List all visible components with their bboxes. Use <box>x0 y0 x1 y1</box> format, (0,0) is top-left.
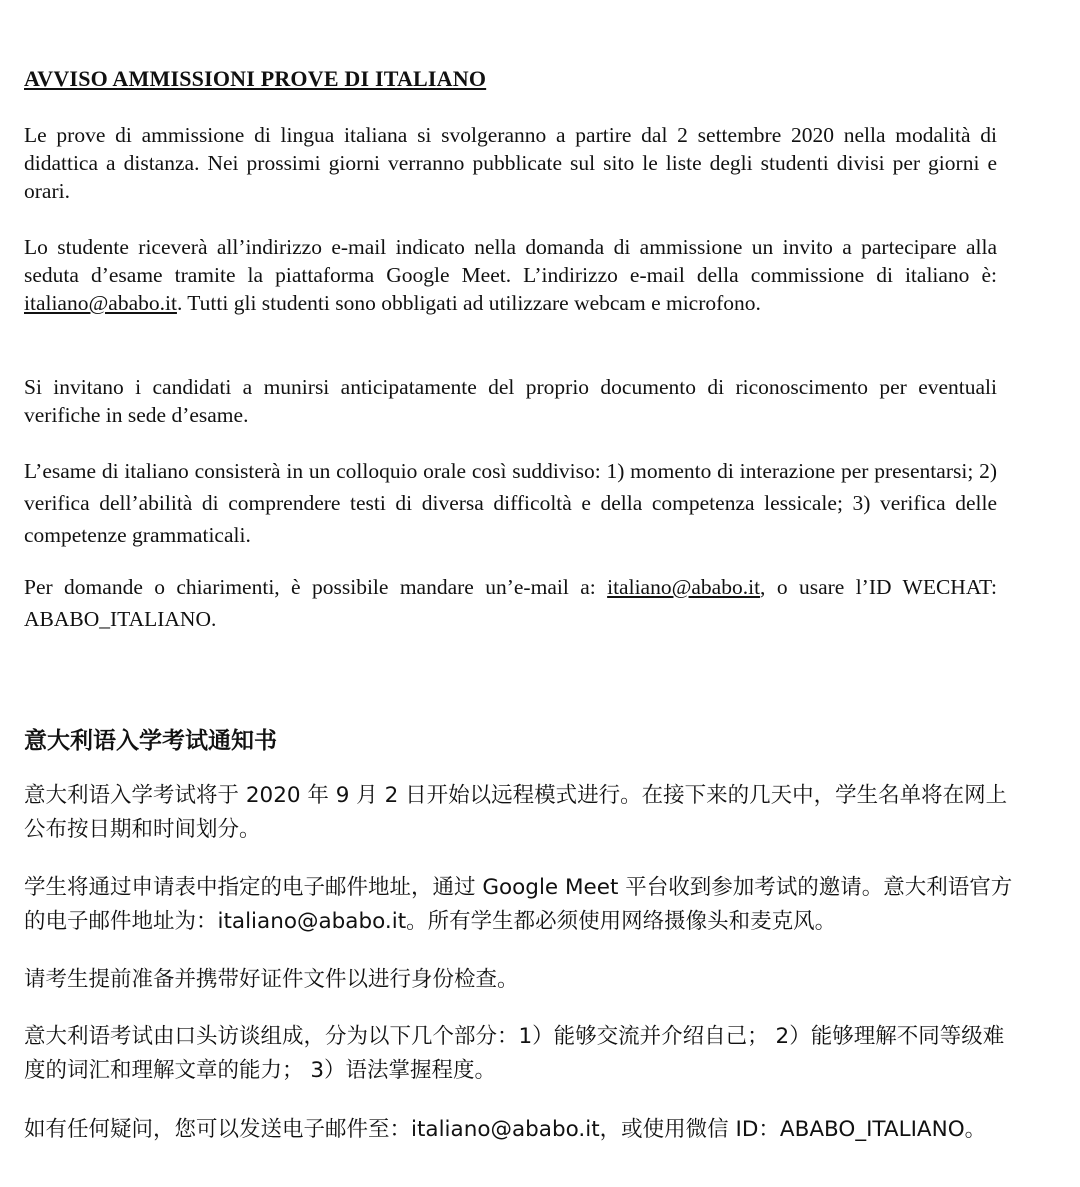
italian-paragraph-contact-text: Per domande o chiarimenti, è possibile mandare un’e-mail a: <box>24 575 608 599</box>
italian-paragraph-invitation <box>24 233 997 317</box>
commission-email-link[interactable]: italiano@ababo.it <box>24 291 177 315</box>
italian-paragraph-invitation-text: Lo studente riceverà all’indirizzo e-mail indicato nella domanda di ammissione un invito a partecipare alla seduta d’esame tramite la piattaforma Google Meet. L’indirizzo e-mail della commissione di italiano è: <box>24 235 997 287</box>
italian-notice-title: AVVISO AMMISSIONI PROVE DI ITALIANO <box>24 66 487 91</box>
chinese-paragraph-invitation: 学生将通过申请表中指定的电子邮件地址，通过 Google Meet 平台收到参加考试的邀请。意大利语官方的电子邮件地址为：italiano@ababo.it。所有学生都必须使用网络摄像头和麦克风。 <box>24 875 1013 934</box>
contact-email-link[interactable]: italiano@ababo.it <box>607 575 761 599</box>
chinese-paragraph-contact: 如有任何疑问，您可以发送电子邮件至：italiano@ababo.it，或使用微信 ID：ABABO_ITALIANO。 <box>24 1117 987 1142</box>
chinese-paragraph-exam-structure: 意大利语考试由口头访谈组成，分为以下几个部分：1）能够交流并介绍自己； 2）能够理解不同等级难度的词汇和理解文章的能力； 3）语法掌握程度。 <box>24 1024 1005 1083</box>
italian-paragraph-contact <box>24 571 997 635</box>
italian-paragraph-exam-structure: L’esame di italiano consisterà in un colloquio orale così suddiviso: 1) momento di interazione per presentarsi; 2) verifica dell’abilità di comprendere testi di diversa difficoltà e della competenza lessicale; 3) verifica delle competenze grammaticali. <box>24 459 997 547</box>
chinese-paragraph-schedule: 意大利语入学考试将于 2020 年 9 月 2 日开始以远程模式进行。在接下来的几天中，学生名单将在网上公布按日期和时间划分。 <box>24 783 1008 842</box>
italian-paragraph-documents: Si invitano i candidati a munirsi anticipatamente del proprio documento di riconoscimento per eventuali verifiche in sede d’esame. <box>24 375 997 427</box>
italian-paragraph-invitation-text-end: . Tutti gli studenti sono obbligati ad utilizzare webcam e microfono. <box>176 291 761 315</box>
italian-paragraph-contact-text-end: , o usare l’ID WECHAT: ABABO_ITALIANO. <box>24 575 997 631</box>
chinese-notice-title: 意大利语入学考试通知书 <box>24 728 277 754</box>
chinese-paragraph-documents: 请考生提前准备并携带好证件文件以进行身份检查。 <box>24 967 519 992</box>
italian-paragraph-schedule: Le prove di ammissione di lingua italiana si svolgeranno a partire dal 2 settembre 2020 nella modalità di didattica a distanza. Nei prossimi giorni verranno pubblicate sul sito le liste degli studenti divisi per giorni e orari. <box>24 123 997 203</box>
